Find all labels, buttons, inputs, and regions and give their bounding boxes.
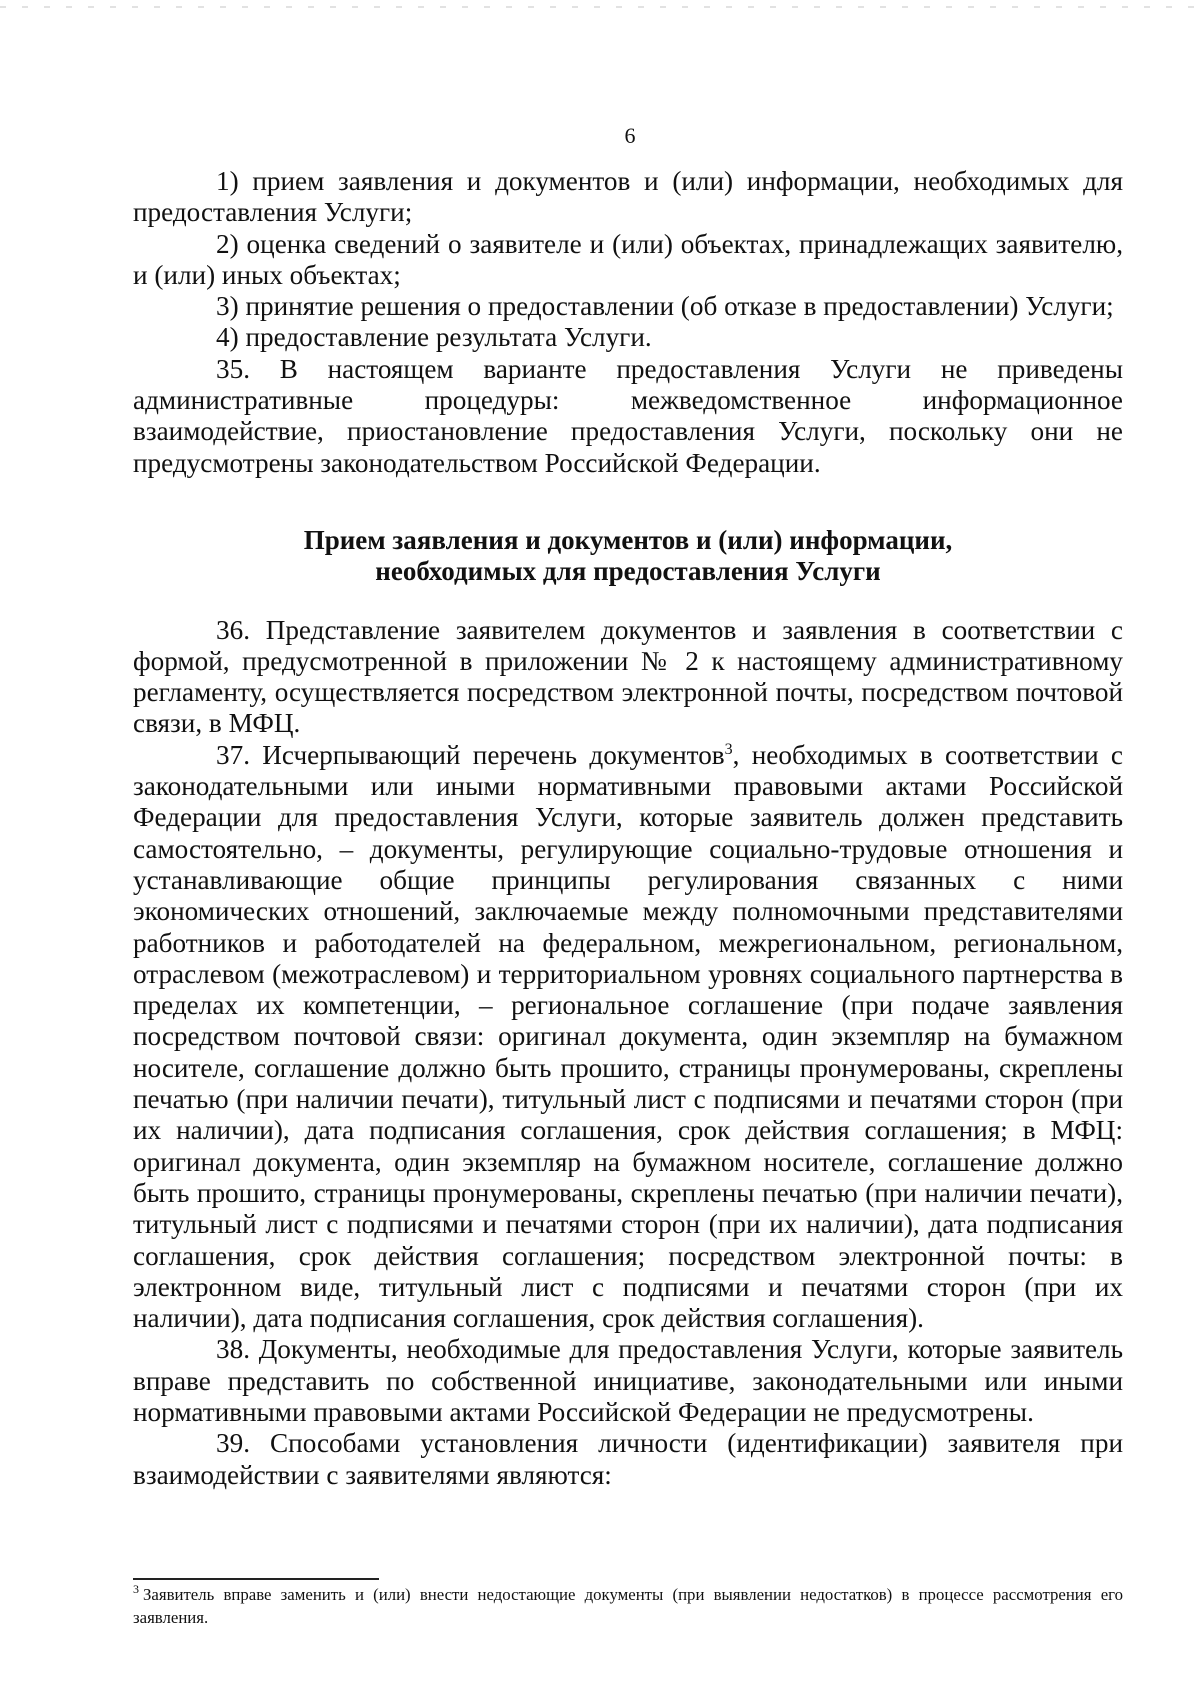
document-body	[133, 166, 1123, 1491]
paragraph-38: 38. Документы, необходимые для предоставления Услуги, которые заявитель вправе представить по собственной инициативе, законодательными или иными нормативными правовыми актами Российской Федерации не предусмотрены.	[133, 1334, 1123, 1427]
paragraph-37-start: 37. Исчерпывающий перечень документов	[216, 739, 725, 770]
section-heading: Прием заявления и документов и (или) информации, необходимых для предоставления Услуги	[303, 524, 953, 587]
footnote-mark: 3	[133, 1582, 139, 1597]
paragraph-step-4: 4) предоставление результата Услуги.	[216, 322, 652, 353]
footnote-reference: 3	[724, 740, 733, 758]
footnote	[133, 1583, 1123, 1629]
scan-artifact	[0, 6, 1200, 8]
paragraph-36: 36. Представление заявителем документов и заявления в соответствии с формой, предусмотренной в приложении № 2 к настоящему административному регламенту, осуществляется посредством электронной почты, посредством почтовой связи, в МФЦ.	[133, 614, 1123, 739]
footnote-text: Заявитель вправе заменить и (или) внести недостающие документы (при выявлении недостатков) в процессе рассмотрения его заявления.	[133, 1585, 1123, 1627]
paragraph-step-3: 3) принятие решения о предоставлении (об отказе в предоставлении) Услуги;	[216, 291, 1114, 322]
paragraph-37	[133, 740, 1123, 1335]
paragraph-step-1: 1) прием заявления и документов и (или) информации, необходимых для предоставления Услуги;	[133, 166, 1123, 228]
paragraph-39: 39. Способами установления личности (идентификации) заявителя при взаимодействии с заявителями являются:	[133, 1428, 1123, 1490]
paragraph-37-rest: , необходимых в соответствии с законодательными или иными нормативными правовыми актами Российской Федерации для предоставления Услуги, которые заявитель должен представить самостоятельно, – документы, регулирующие социально-трудовые отношения и устанавливающие общие принципы регулирования связанных с ними экономических отношений, заключаемые между полномочными представителями работников и работодателей на федеральном, межрегиональном, региональном, отраслевом (межотраслевом) и территориальном уровнях социального партнерства в пределах их компетенции, – региональное соглашение (при подаче заявления посредством почтовой связи: оригинал документа, один экземпляр на бумажном носителе, соглашение должно быть прошито, страницы пронумерованы, скреплены печатью (при наличии печати), титульный лист с подписями и печатями сторон (при их наличии), дата подписания соглашения, срок действия соглашения; в МФЦ: оригинал документа, один экземпляр на бумажном носителе, соглашение должно быть прошито, страницы пронумерованы, скреплены печатью (при наличии печати), титульный лист с подписями и печатями сторон (при их наличии), дата подписания соглашения, срок действия соглашения; посредством электронной почты: в электронном виде, титульный лист с подписями и печатями сторон (при их наличии), дата подписания соглашения, срок действия соглашения).	[133, 739, 1123, 1334]
paragraph-step-2: 2) оценка сведений о заявителе и (или) объектах, принадлежащих заявителю, и (или) иных объектах;	[133, 228, 1123, 290]
paragraph-35: 35. В настоящем варианте предоставления Услуги не приведены административные процедуры: межведомственное информационное взаимодействие, приостановление предоставления Услуги, поскольку они не предусмотрены законодательством Российской Федерации.	[133, 353, 1123, 478]
footnote-separator	[133, 1578, 379, 1580]
page-number: 6	[624, 123, 636, 148]
